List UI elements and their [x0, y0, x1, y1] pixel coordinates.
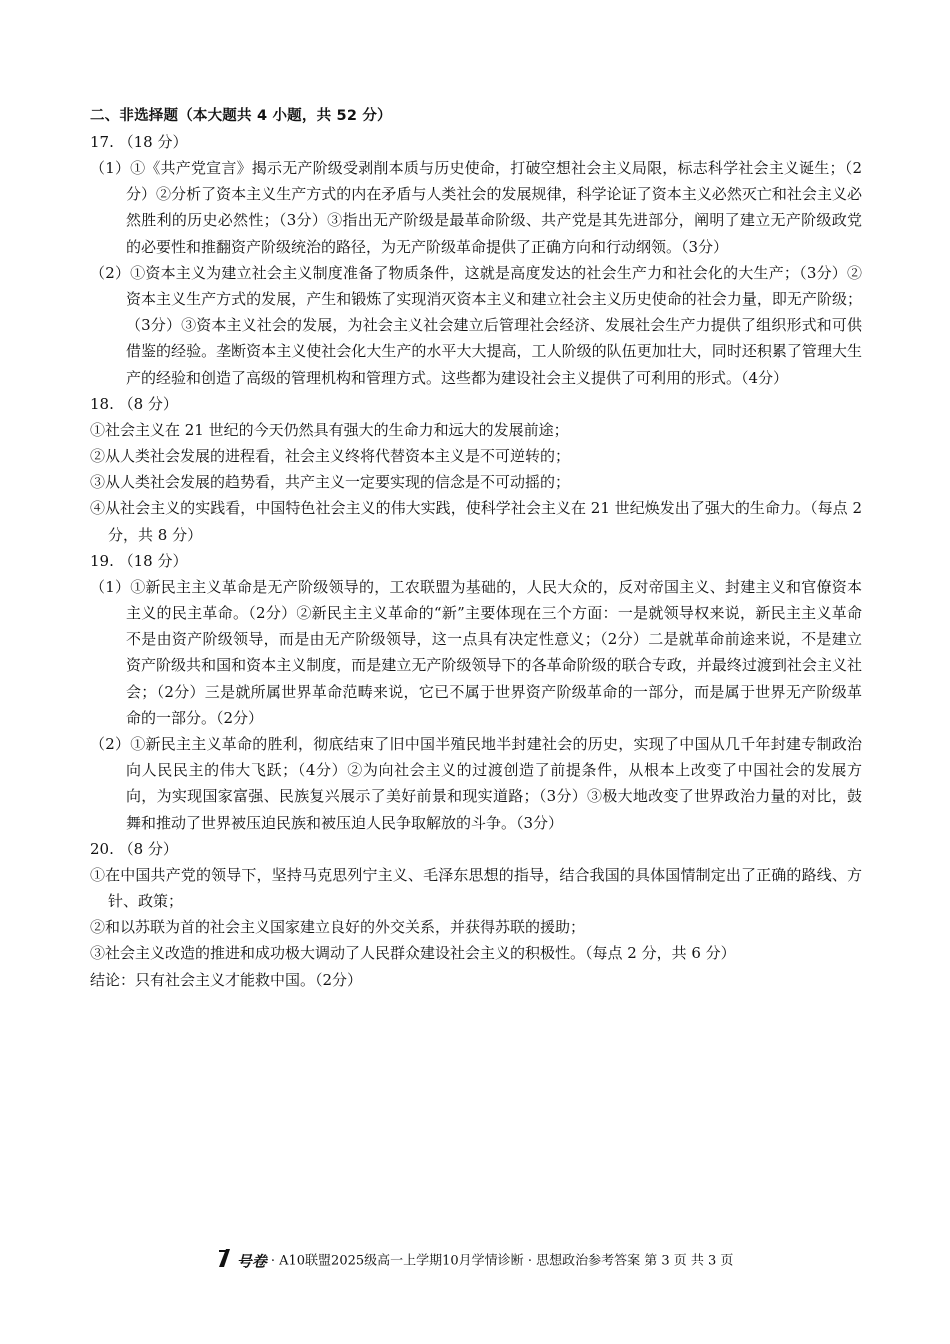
question-20-heading: 20. （8 分） [90, 839, 178, 858]
question-19-part-2: （2）①新民主主义革命的胜利，彻底结束了旧中国半殖民地半封建社会的历史，实现了中国从几千年封建专制政治向人民民主的伟大飞跃；（4分）②为向社会主义的过渡创造了前提条件，从根本上改变了中国社会的发展方向，为实现国家富强、民族复兴展示了美好前景和现实道路；（3分）③极大地改变了世界政治力量的对比，鼓舞和推动了世界被压迫民族和被压迫人民争取解放的斗争。（3分） [90, 735, 862, 832]
question-19-part-1: （1）①新民主主义革命是无产阶级领导的，工农联盟为基础的，人民大众的，反对帝国主义、封建主义和官僚资本主义的民主革命。（2分）②新民主主义革命的“新”主要体现在三个方面：一是就领导权来说，新民主主义革命不是由资产阶级领导，而是由无产阶级领导，这一点具有决定性意义；（2分）二是就革命前途来说，不是建立资产阶级共和国和资本主义制度，而是建立无产阶级领导下的各革命阶级的联合专政，并最终过渡到社会主义社会；（2分）三是就所属世界革命范畴来说，它已不属于世界资产阶级革命的一部分，而是属于世界无产阶级革命的一部分。（2分） [90, 577, 862, 727]
footer-text: · A10联盟2025级高一上学期10月学情诊断 · 思想政治参考答案 第 3 页 共 3 页 [270, 1253, 734, 1269]
question-18-point-4: ④从社会主义的实践看，中国特色社会主义的伟大实践，使科学社会主义在 21 世纪焕发出了强大的生命力。（每点 2 分，共 8 分） [90, 499, 862, 544]
page-footer [0, 1248, 950, 1275]
question-19-heading: 19. （18 分） [90, 551, 188, 570]
section-title: 二、非选择题（本大题共 4 小题，共 52 分） [90, 108, 392, 124]
question-18-point-1: ①社会主义在 21 世纪的今天仍然具有强大的生命力和远大的发展前途； [90, 420, 569, 439]
question-20-point-1: ①在中国共产党的领导下，坚持马克思列宁主义、毛泽东思想的指导，结合我国的具体国情制定出了正确的路线、方针、政策； [90, 865, 862, 911]
question-20-conclusion: 结论：只有社会主义才能救中国。（2分） [90, 970, 363, 989]
question-18-point-2: ②从人类社会发展的进程看，社会主义终将代替资本主义是不可逆转的； [90, 447, 571, 466]
question-20-point-3: ③社会主义改造的推进和成功极大调动了人民群众建设社会主义的积极性。（每点 2 分，共 6 分） [90, 944, 736, 963]
brand-logo-icon [217, 1248, 231, 1275]
brand-name: 号卷 [236, 1252, 267, 1271]
question-20-point-2: ②和以苏联为首的社会主义国家建立良好的外交关系，并获得苏联的援助； [90, 918, 586, 937]
question-17-heading: 17. （18 分） [90, 133, 188, 151]
answer-page [90, 103, 862, 993]
question-18-heading: 18. （8 分） [90, 394, 178, 413]
question-17-part-1: （1）①《共产党宣言》揭示无产阶级受剥削本质与历史使命，打破空想社会主义局限，标志科学社会主义诞生；（2分）②分析了资本主义生产方式的内在矛盾与人类社会的发展规律，科学论证了资本主义必然灭亡和社会主义必然胜利的历史必然性；（3分）③指出无产阶级是最革命阶级、共产党是其先进部分，阐明了建立无产阶级政党的必要性和推翻资产阶级统治的路径，为无产阶级革命提供了正确方向和行动纲领。（3分） [90, 159, 862, 256]
question-17-part-2: （2）①资本主义为建立社会主义制度准备了物质条件，这就是高度发达的社会生产力和社会化的大生产；（3分）②资本主义生产方式的发展，产生和锻炼了实现消灭资本主义和建立社会主义历史使命的社会力量，即无产阶级；（3分）③资本主义社会的发展，为社会主义社会建立后管理社会经济、发展社会生产力提供了组织形式和可供借鉴的经验。垄断资本主义使社会化大生产的水平大大提高，工人阶级的队伍更加壮大，同时还积累了管理大生产的经验和创造了高级的管理机构和管理方式。这些都为建设社会主义提供了可利用的形式。（4分） [90, 263, 862, 387]
question-18-point-3: ③从人类社会发展的趋势看，共产主义一定要实现的信念是不可动摇的； [90, 473, 571, 492]
